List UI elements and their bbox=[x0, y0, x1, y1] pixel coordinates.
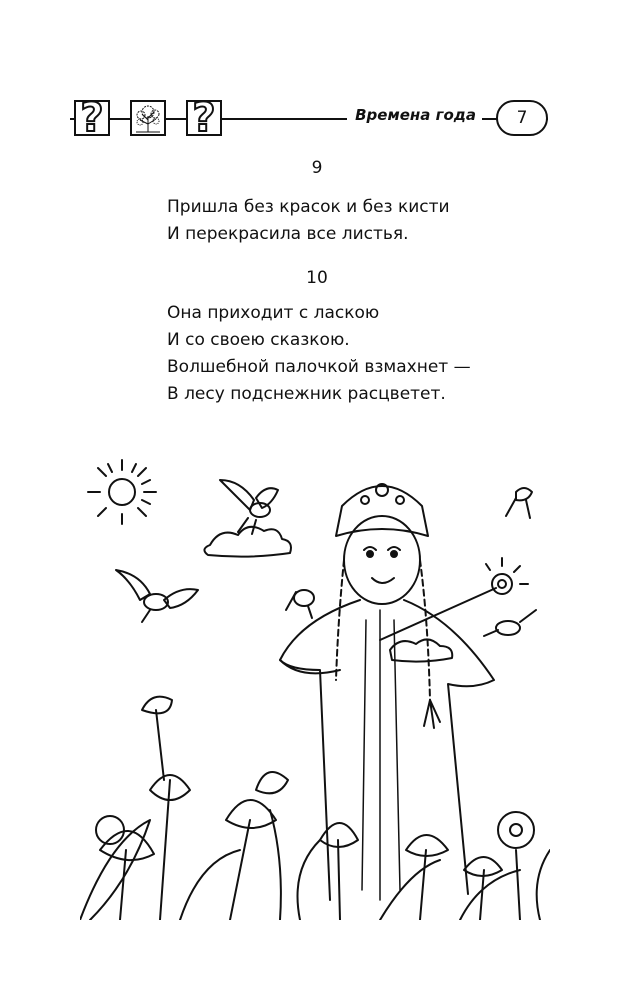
verse-line: И перекрасила все листья. bbox=[167, 224, 409, 244]
spring-maiden-illustration bbox=[80, 450, 550, 920]
verse-line: И со своею сказкою. bbox=[167, 330, 350, 350]
sun-icon bbox=[88, 460, 156, 524]
question-mark-icon: ? bbox=[186, 100, 222, 136]
flower-icon bbox=[320, 823, 358, 920]
riddle-verse bbox=[167, 194, 450, 248]
flower-icon bbox=[498, 812, 534, 920]
tree-icon bbox=[130, 100, 166, 136]
riddle-verse bbox=[167, 300, 471, 408]
cloud bbox=[390, 639, 452, 661]
verse-line: В лесу подснежник расцветет. bbox=[167, 384, 446, 404]
cloud bbox=[204, 527, 291, 557]
bird-icon bbox=[286, 590, 314, 618]
riddle-number: 10 bbox=[306, 268, 328, 288]
bird-icon bbox=[116, 570, 198, 622]
flower-icon bbox=[226, 800, 276, 920]
magic-wand bbox=[380, 588, 496, 640]
verse-line: Пришла без красок и без кисти bbox=[167, 197, 450, 217]
riddle-number: 9 bbox=[311, 158, 323, 178]
bird-icon bbox=[506, 488, 532, 518]
verse-line: Она приходит с ласкою bbox=[167, 303, 380, 323]
flower-icon bbox=[256, 772, 288, 920]
page-number: 7 bbox=[496, 100, 548, 136]
kokoshnik bbox=[336, 486, 428, 536]
bird-icon bbox=[220, 480, 278, 534]
page-header bbox=[70, 95, 548, 141]
flower-icon bbox=[142, 697, 190, 920]
verse-line: Волшебной палочкой взмахнет — bbox=[167, 357, 471, 377]
question-mark-icon: ? bbox=[74, 100, 110, 136]
chapter-title: Времена года bbox=[347, 106, 482, 124]
bird-icon bbox=[484, 610, 536, 636]
